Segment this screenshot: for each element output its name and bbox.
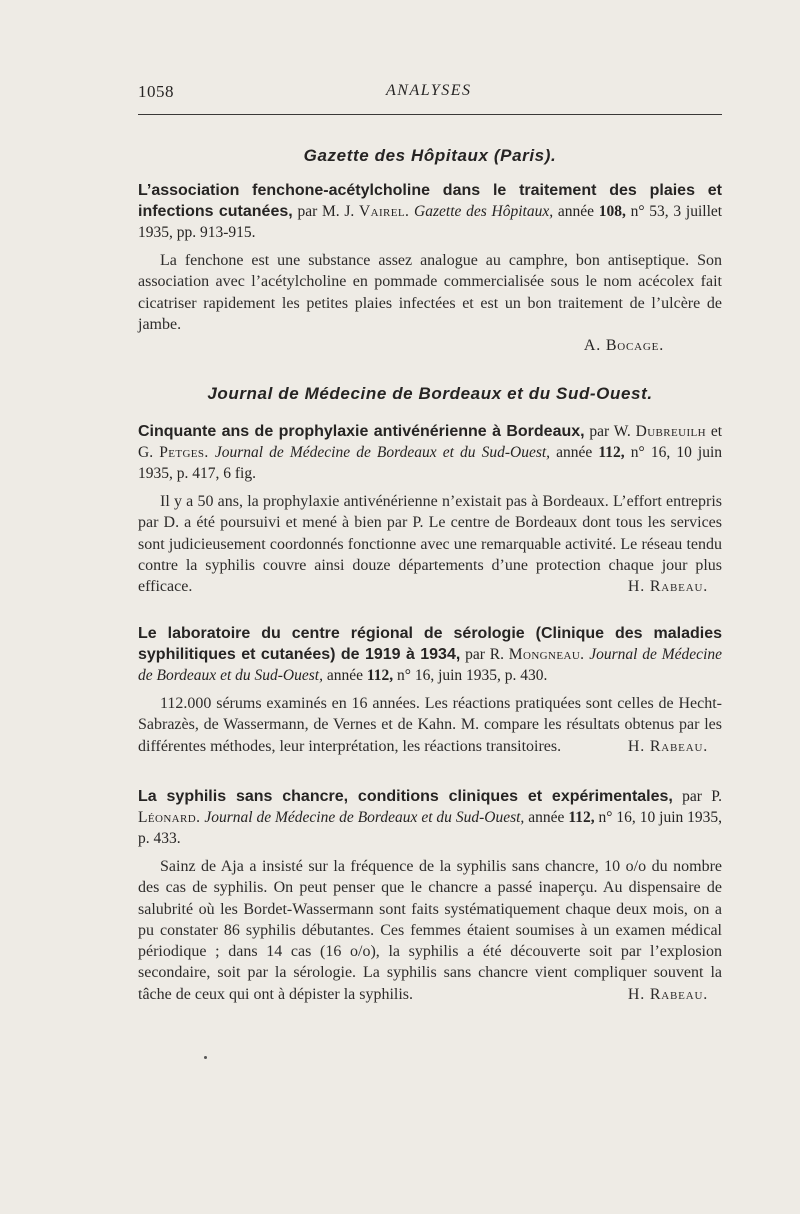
review-entry: [138, 623, 722, 757]
running-title: ANALYSES: [386, 82, 472, 99]
reviewer-signature: H. Rabeau.: [627, 578, 708, 596]
header-rule: [138, 114, 722, 115]
abstract-text: Sainz de Aja a insisté sur la fréquence de la syphilis sans chancre, 10 o/o du nombre des cas de syphilis. On peut penser que le chancre a passé inaperçu. Au dispensaire de salubrité où les Bordet-Wassermann sont faits systématiquement chaque deux mois, on a pu constater 86 syphilis débutantes. Ces femmes étaient soumises à un examen médical périodique ; dans 14 cas (16 o/o), la syphilis a été découverte soit par l’explosion secondaire, soit par la sérologie. La syphilis sans chancre vient compliquer souvent la tâche de ceux qui ont à dépister la syphilis.: [138, 858, 722, 1003]
author-name: Léonard.: [138, 809, 201, 826]
review-entry: [138, 180, 722, 356]
citation: [138, 180, 722, 243]
abstract-block: [138, 856, 722, 1005]
volume-number: 112,: [366, 667, 394, 684]
abstract-text: Il y a 50 ans, la prophylaxie antivénérienne n’existait pas à Bordeaux. L’effort entrepris par D. a été poursuivi et mené à bien par P. Le centre de Bordeaux dont tous les services sont judicieusement coordonnés fonctionne avec une remarquable activité. Le réseau tendu contre la syphilis couvre ainsi douze départements d’une protection chaque jour plus efficace.: [138, 493, 722, 596]
byline-second: et G.: [138, 423, 723, 461]
citation: [138, 421, 722, 484]
issue-details: n° 53, 3 juillet 1935, pp. 913-915.: [138, 203, 723, 241]
reviewer-signature: H. Rabeau.: [627, 737, 708, 755]
volume-number: 112,: [568, 809, 595, 826]
volume-number: 112,: [598, 444, 625, 461]
byline: par W.: [589, 423, 631, 440]
journal-heading: Gazette des Hôpitaux (Paris).: [303, 146, 557, 165]
year-label: année: [556, 444, 593, 461]
issue-details: n° 16, juin 1935, p. 430.: [397, 667, 548, 684]
reviewer-signature: A. Bocage.: [583, 337, 664, 355]
review-entry: [138, 421, 722, 597]
author-name: Mongneau.: [508, 646, 585, 663]
byline: par P.: [682, 788, 723, 805]
journal-name: Journal de Médecine de Bordeaux et du Sud-Ouest,: [214, 444, 551, 461]
year-label: année: [528, 809, 565, 826]
issue-details: n° 16, 10 juin 1935, p. 417, 6 fig.: [138, 444, 723, 482]
author-name: Vairel.: [359, 203, 410, 220]
running-head: [138, 82, 722, 108]
page-number: 1058: [138, 82, 174, 101]
journal-name: Gazette des Hôpitaux,: [414, 203, 554, 220]
byline: par R.: [465, 646, 504, 663]
journal-name: Journal de Médecine de Bordeaux et du Sud-Ouest,: [138, 646, 723, 684]
article-title: La syphilis sans chancre, conditions cliniques et expérimentales,: [138, 788, 673, 805]
volume-number: 108,: [598, 203, 626, 220]
reviewer-signature: H. Rabeau.: [627, 985, 708, 1003]
citation: [138, 786, 722, 849]
review-entry: [138, 786, 722, 1005]
ink-speck: [204, 1056, 207, 1059]
abstract-text: 112.000 sérums examinés en 16 années. Les réactions pratiquées sont celles de Hecht-Sabrazès, de Wassermann, de Vernes et de Kahn. M. compare les résultats obtenus par les différentes méthodes, leur interprétation, les réactions transitoires.: [138, 695, 722, 755]
article-title: Le laboratoire du centre régional de sérologie (Clinique des maladies syphilitiques et cutanées) de 1919 à 1934,: [138, 625, 722, 663]
issue-details: n° 16, 10 juin 1935, p. 433.: [138, 809, 723, 847]
year-label: année: [326, 667, 363, 684]
article-title: Cinquante ans de prophylaxie antivénérienne à Bordeaux,: [138, 423, 585, 440]
abstract-block: [138, 491, 722, 597]
citation: [138, 623, 722, 686]
abstract-text: La fenchone est une substance assez analogue au camphre, bon antiseptique. Son association avec l’acétylcholine en pommade commercialisée sous le nom acécolex fait cicatriser rapidement les petites plaies infectées et est un bon traitement de l’ulcère de jambe.: [138, 252, 722, 333]
author-name-second: Petges.: [159, 444, 209, 461]
author-name: Dubreuilh: [635, 423, 707, 440]
year-label: année: [557, 203, 594, 220]
article-title: L’association fenchone-acétylcholine dans le traitement des plaies et infections cutanées,: [138, 182, 722, 220]
journal-name: Journal de Médecine de Bordeaux et du Sud-Ouest,: [204, 809, 525, 826]
journal-heading: Journal de Médecine de Bordeaux et du Sud-Ouest.: [207, 384, 653, 403]
abstract-block: [138, 693, 722, 757]
byline: par M. J.: [297, 203, 355, 220]
